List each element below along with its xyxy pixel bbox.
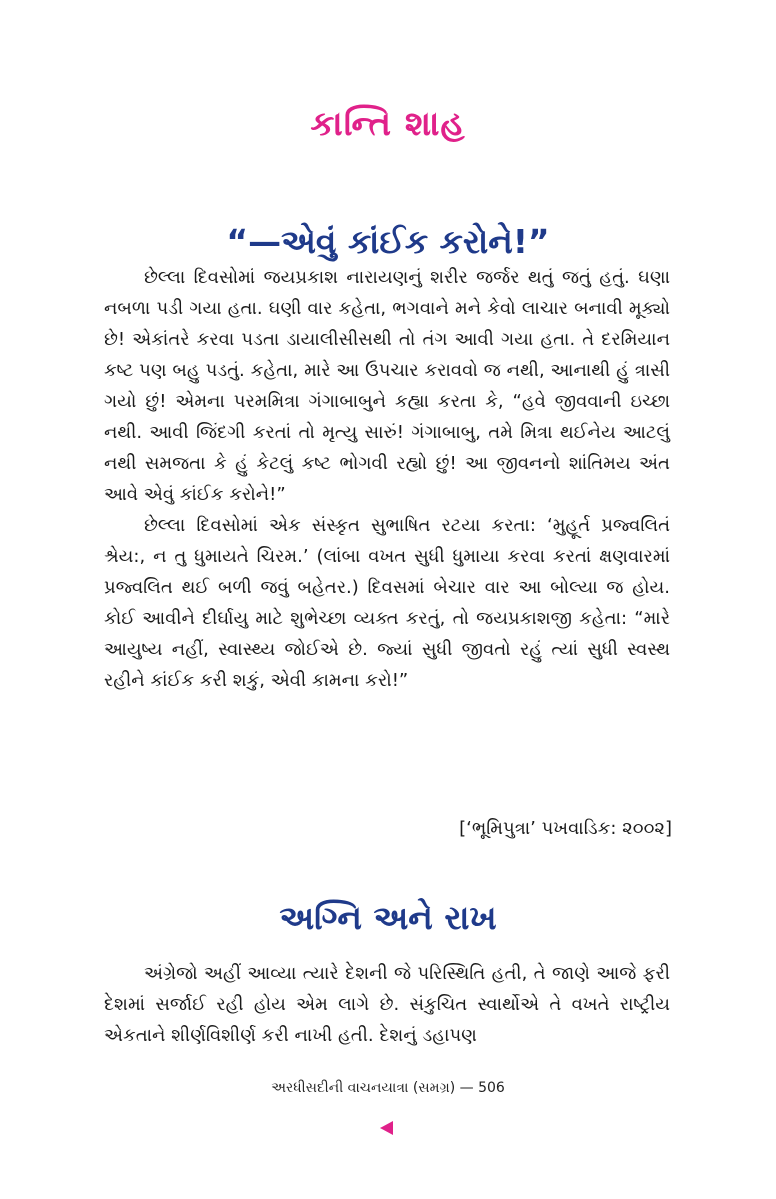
paragraph: છેલ્લા દિવસોમાં એક સંસ્કૃત સુભાષિત રટયા કરતા: ‘મુહૂર્ત પ્રજ્વલિતં શ્રેય:, ન તુ ધુમાયતે ચિરમ.’ (લાંબા વખત સુધી ધુમાયા કરવા કરતાં ક્ષણવારમાં પ્રજ્વલિત થઈ બળી જવું બહેતર.) દિવસમાં બેચાર વાર આ બોલ્યા જ હોય. કોઈ આવીને દીર્ઘાયુ માટે શુભેચ્છા વ્યક્ત કરતું, તો જયપ્રકાશજી કહેતા: “મારે આયુષ્ય નહીં, સ્વાસ્થ્ય જોઈએ છે. જ્યાં સુધી જીવતો રહું ત્યાં સુધી સ્વસ્થ રહીને કાંઈક કરી શકું, એવી કામના કરો!”: [104, 515, 670, 691]
article-title: “—એવું કાંઈક કરોને!”: [226, 222, 550, 261]
article-title: અગ્નિ અને રાખ: [279, 898, 497, 937]
previous-page-icon[interactable]: [380, 1121, 393, 1135]
source-citation: [‘ભૂમિપુત્રા’ પખવાડિક: ૨૦૦૨]: [459, 818, 672, 839]
author-name: કાન્તિ શાહ: [310, 104, 466, 144]
article-body: [104, 958, 670, 1051]
page-footer: અરધીસદીની વાચનયાત્રા (સમગ્ર) — 506: [271, 1080, 505, 1096]
paragraph: અંગ્રેજો અહીં આવ્યા ત્યારે દેશની જે પરિસ્થિતિ હતી, તે જાણે આજે ફરી દેશમાં સર્જાઈ રહી હોય એમ લાગે છે. સંકુચિત સ્વાર્થોએ તે વખતે રાષ્ટ્રીય એકતાને શીર્ણવિશીર્ણ કરી નાખી હતી. દેશનું ડહાપણ: [104, 963, 670, 1046]
paragraph: છેલ્લા દિવસોમાં જયપ્રકાશ નારાયણનું શરીર જર્જર થતું જતું હતું. ઘણા નબળા પડી ગયા હતા. ઘણી વાર કહેતા, ભગવાને મને કેવો લાચાર બનાવી મૂક્યો છે! એકાંતરે કરવા પડતા ડાયાલીસીસથી તો તંગ આવી ગયા હતા. તે દરમિયાન કષ્ટ પણ બહુ પડતું. કહેતા, મારે આ ઉપચાર કરાવવો જ નથી, આનાથી હું ત્રાસી ગયો છું! એમના પરમમિત્રા ગંગાબાબુને કહ્યા કરતા કે, “હવે જીવવાની ઇચ્છા નથી. આવી જિંદગી કરતાં તો મૃત્યુ સારું! ગંગાબાબુ, તમે મિત્રા થઈનેય આટલું નથી સમજતા કે હું કેટલું કષ્ટ ભોગવી રહ્યો છું! આ જીવનનો શાંતિમય અંત આવે એવું કાંઈક કરોને!”: [104, 267, 670, 505]
article-body: [104, 262, 670, 696]
